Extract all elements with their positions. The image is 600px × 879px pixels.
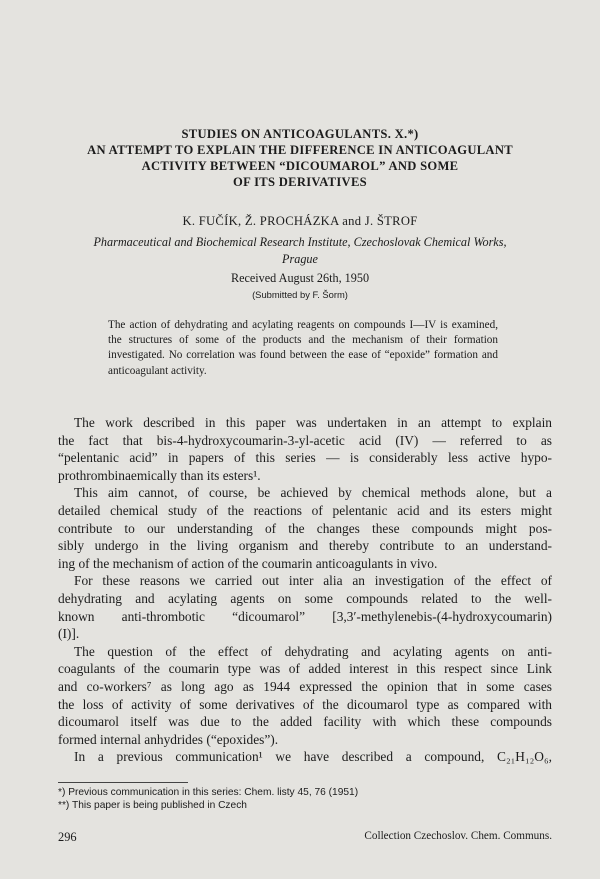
authors: K. FUČÍK, Ž. PROCHÁZKA and J. ŠTROF	[182, 214, 418, 228]
text-line: dicoumarol itself was due to the added facility with which these compounds	[58, 714, 552, 730]
text-line: formed internal anhydrides (“epoxides”).	[58, 731, 279, 747]
footnote: **) This paper is being published in Czech	[58, 800, 247, 811]
text-line: prothrombinaemically than its esters¹.	[58, 467, 261, 483]
footnote-rule	[58, 782, 188, 783]
text-line: sibly undergo in the living organism and thereby contribute to an understand-	[58, 538, 552, 554]
title-line: STUDIES ON ANTICOAGULANTS. X.*)	[181, 127, 419, 141]
title-line: ACTIVITY BETWEEN “DICOUMAROL” AND SOME	[141, 159, 459, 173]
title-line: OF ITS DERIVATIVES	[233, 175, 367, 189]
affiliation-city: Prague	[282, 252, 318, 266]
paragraph	[58, 748, 552, 766]
text-line: detailed chemical study of the reactions of pelentanic acid and its esters might	[58, 502, 552, 518]
text-line: In a previous communication¹ we have described a compound, C₂₁H₁₂O₆,	[74, 749, 552, 765]
text-line: contribute to our understanding of the changes these compounds might pos-	[58, 520, 552, 536]
body-text	[58, 414, 552, 766]
text-line: For these reasons we carried out inter alia an investigation of the effect of	[74, 573, 552, 589]
paragraph	[58, 414, 552, 484]
abstract: The action of dehydrating and acylating reagents on compounds I—IV is examined, the structures of some of the products and the mechanism of their formation investigated. No correlation was found between the ease of “epoxide” formation and anticoagulant activity.	[108, 319, 498, 377]
footnotes	[58, 786, 552, 812]
text-line: known anti-thrombotic “dicoumarol” [3,3′-methylenebis-(4-hydroxycoumarin)	[58, 608, 552, 624]
submitted-by: (Submitted by F. Šorm)	[252, 289, 348, 300]
paper-title	[40, 126, 560, 190]
text-line: coagulants of the coumarin type was of added interest in this respect since Link	[58, 661, 552, 677]
paragraph	[58, 643, 552, 749]
footnote: *) Previous communication in this series: Chem. listy 45, 76 (1951)	[58, 787, 359, 798]
paragraph	[58, 484, 552, 572]
text-line: (I)].	[58, 626, 80, 642]
title-line: AN ATTEMPT TO EXPLAIN THE DIFFERENCE IN ANTICOAGULANT	[87, 143, 513, 157]
text-line: The work described in this paper was undertaken in an attempt to explain	[74, 415, 552, 430]
paragraph	[58, 572, 552, 642]
affiliation	[40, 234, 560, 268]
journal-name: Collection Czechoslov. Chem. Communs.	[364, 830, 552, 842]
received-date: Received August 26th, 1950	[230, 271, 370, 285]
text-line: The question of the effect of dehydrating and acylating agents on anti-	[74, 643, 552, 659]
text-line: the fact that bis-4-hydroxycoumarin-3-yl-acetic acid (IV) — referred to as	[58, 432, 552, 448]
text-line: the loss of activity of some derivatives of the dicoumarol type as compared with	[58, 696, 552, 712]
page-number: 296	[58, 830, 77, 844]
affiliation-line: Pharmaceutical and Biochemical Research Institute, Czechoslovak Chemical Works,	[93, 235, 507, 249]
text-line: and co-workers⁷ as long ago as 1944 expressed the opinion that in some cases	[58, 678, 552, 694]
text-line: This aim cannot, of course, be achieved by chemical methods alone, but a	[74, 485, 552, 501]
text-line: ing of the mechanism of action of the coumarin anticoagulants in vivo.	[58, 555, 438, 571]
text-line: “pelentanic acid” in papers of this series — is considerably less active hypo-	[58, 450, 552, 466]
text-line: dehydrating and acylating agents on some compounds related to the well-	[58, 590, 552, 606]
